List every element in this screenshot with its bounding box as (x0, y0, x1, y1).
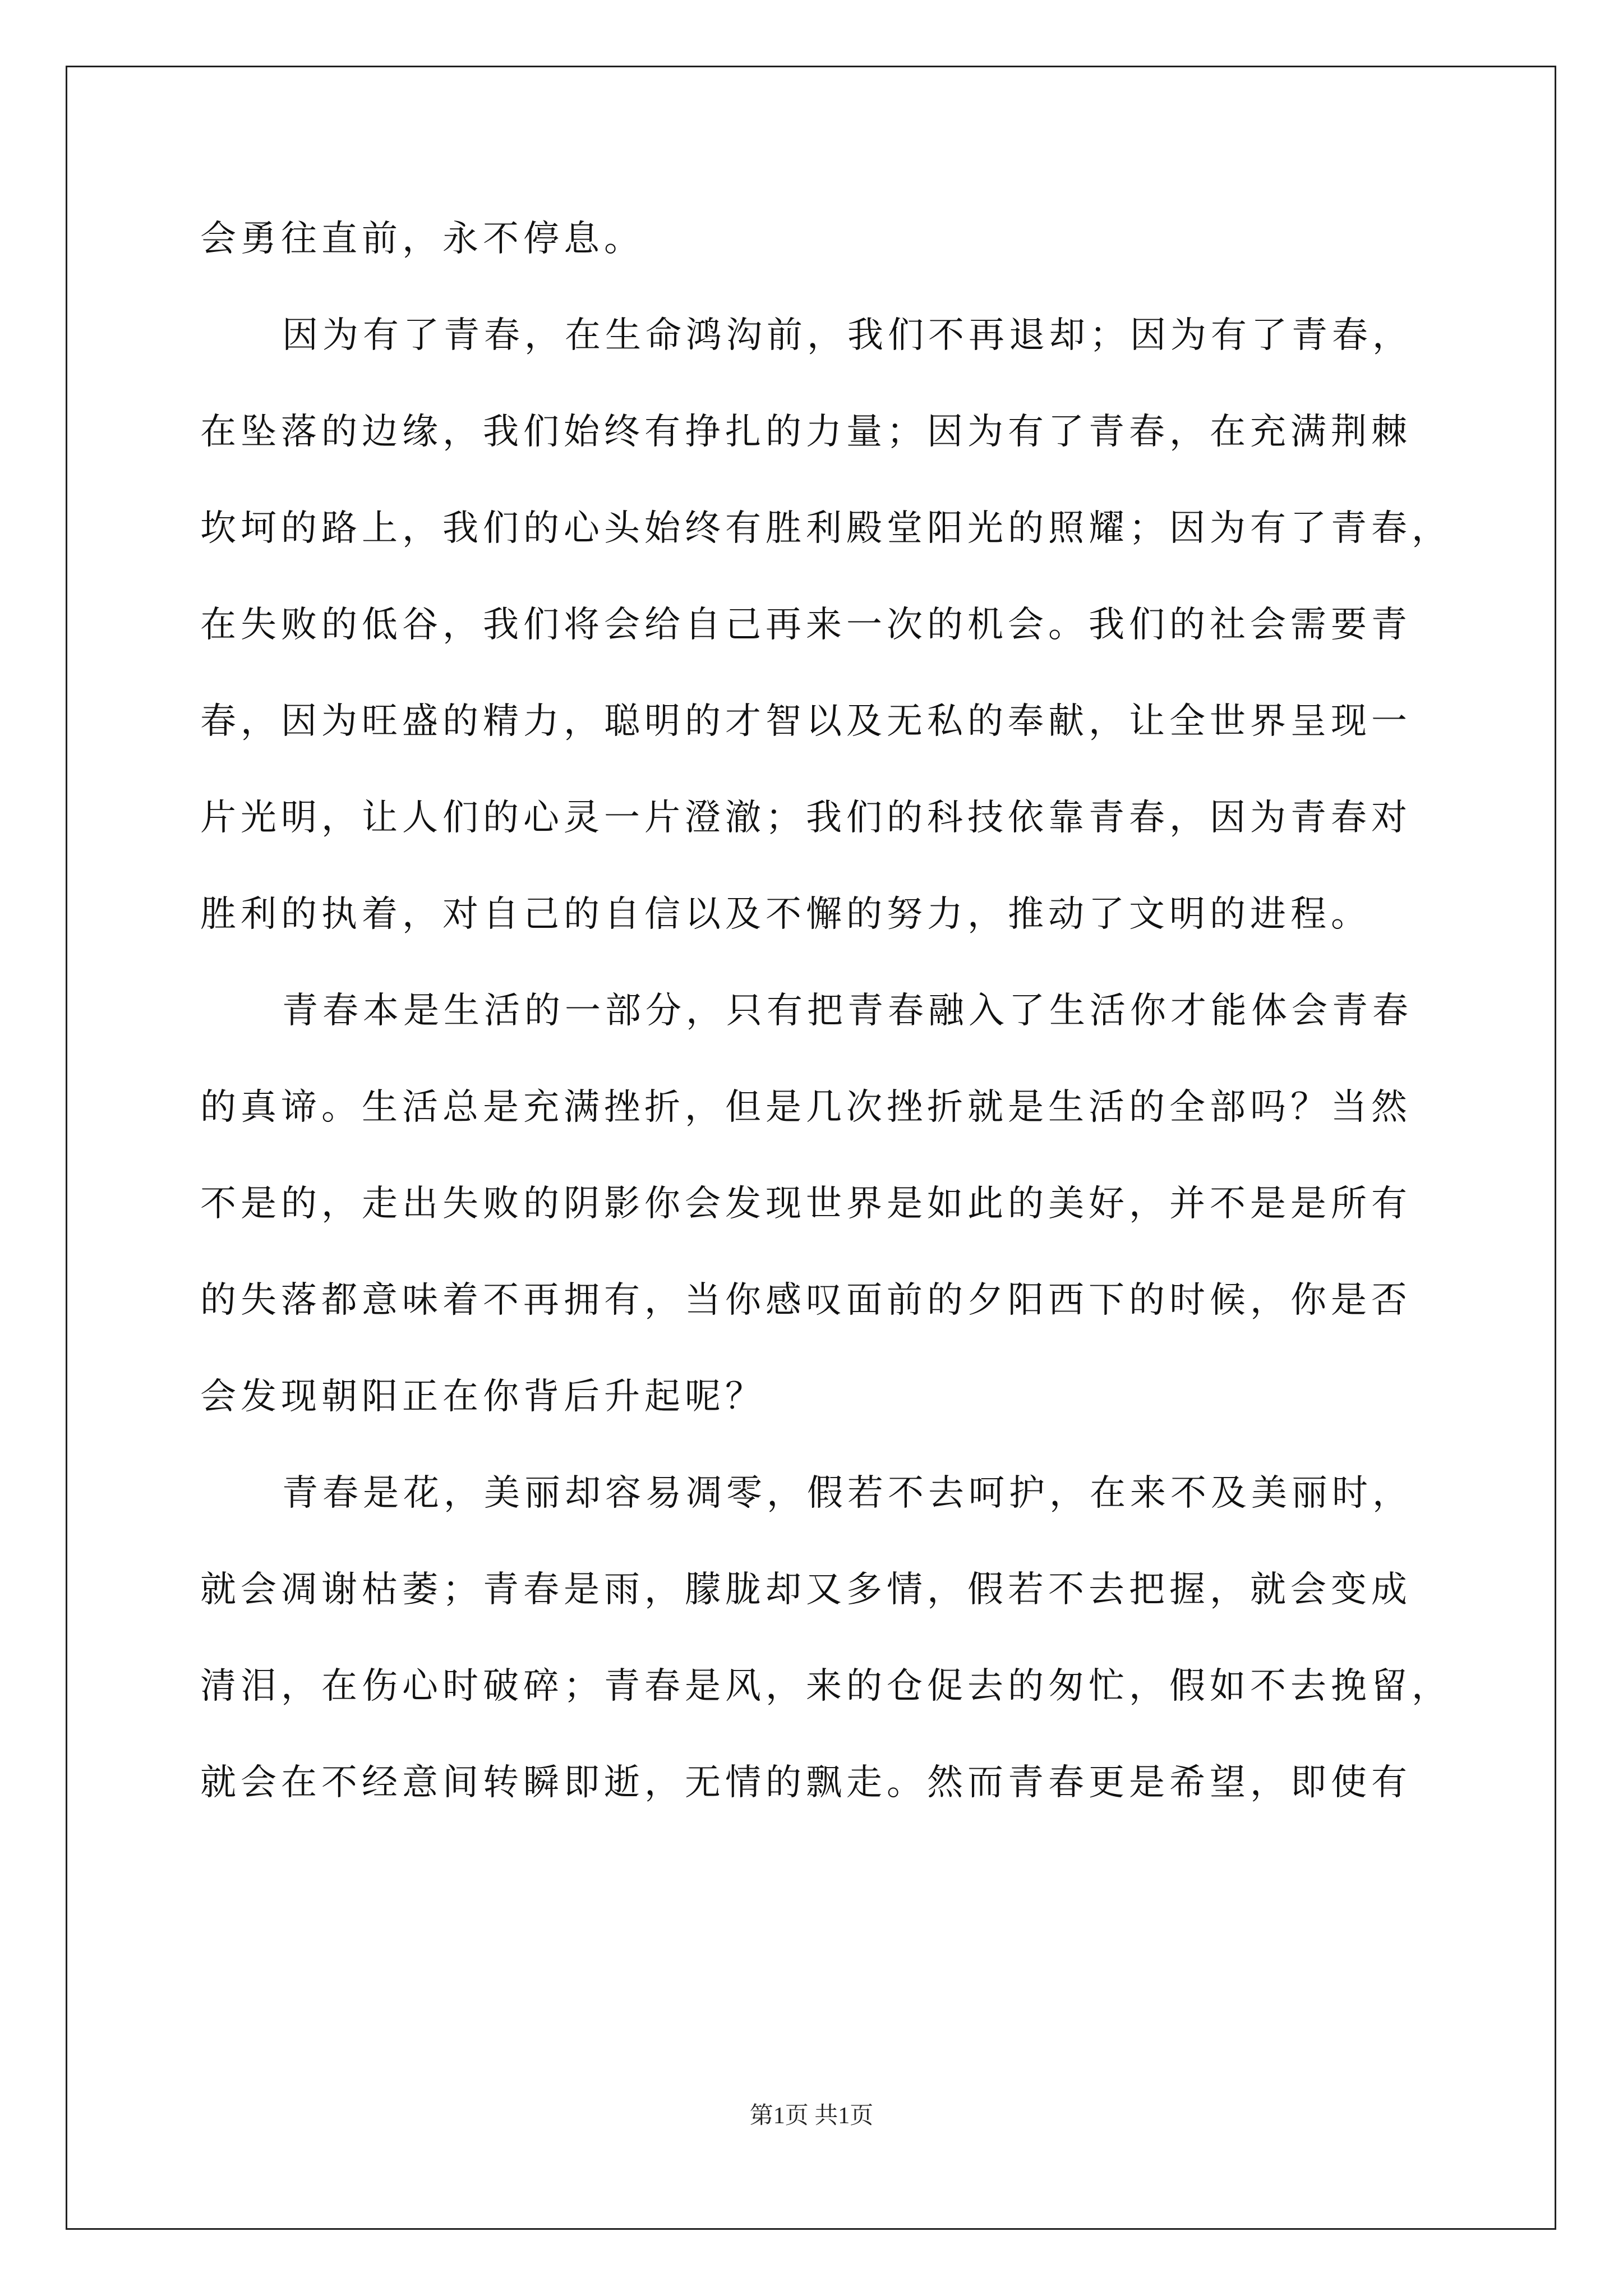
body-text (200, 208, 1452, 1848)
text-line: 片光明，让人们的心灵一片澄澈；我们的科技依靠青春，因为青春对 (200, 797, 1412, 839)
text-line: 胜利的执着，对自己的自信以及不懈的努力，推动了文明的进程。 (200, 894, 1371, 935)
text-line: 清泪，在伤心时破碎；青春是风，来的仓促去的匆忙，假如不去挽留， (200, 1665, 1452, 1707)
text-line: 的真谛。生活总是充满挫折，但是几次挫折就是生活的全部吗？当然 (200, 1087, 1412, 1128)
text-line: 在坠落的边缘，我们始终有挣扎的力量；因为有了青春，在充满荆棘 (200, 411, 1412, 453)
text-line: 就会在不经意间转瞬即逝，无情的飘走。然而青春更是希望，即使有 (200, 1762, 1412, 1803)
text-line: 春，因为旺盛的精力，聪明的才智以及无私的奉献，让全世界呈现一 (200, 701, 1412, 742)
text-line: 青春本是生活的一部分，只有把青春融入了生活你才能体会青春 (282, 990, 1413, 1032)
text-line: 的失落都意味着不再拥有，当你感叹面前的夕阳西下的时候，你是否 (200, 1280, 1412, 1321)
text-line: 青春是花，美丽却容易凋零，假若不去呵护，在来不及美丽时， (282, 1473, 1413, 1514)
text-line: 会勇往直前，永不停息。 (200, 218, 644, 260)
text-line: 坎坷的路上，我们的心头始终有胜利殿堂阳光的照耀；因为有了青春， (200, 508, 1452, 549)
page-footer: 第1页 共1页 (749, 2103, 874, 2129)
text-line: 因为有了青春，在生命鸿沟前，我们不再退却；因为有了青春， (282, 315, 1413, 356)
text-line: 会发现朝阳正在你背后升起呢？ (200, 1376, 766, 1418)
text-line: 不是的，走出失败的阴影你会发现世界是如此的美好，并不是是所有 (200, 1183, 1412, 1225)
text-line: 就会凋谢枯萎；青春是雨，朦胧却又多情，假若不去把握，就会变成 (200, 1569, 1412, 1611)
text-line: 在失败的低谷，我们将会给自己再来一次的机会。我们的社会需要青 (200, 604, 1412, 646)
